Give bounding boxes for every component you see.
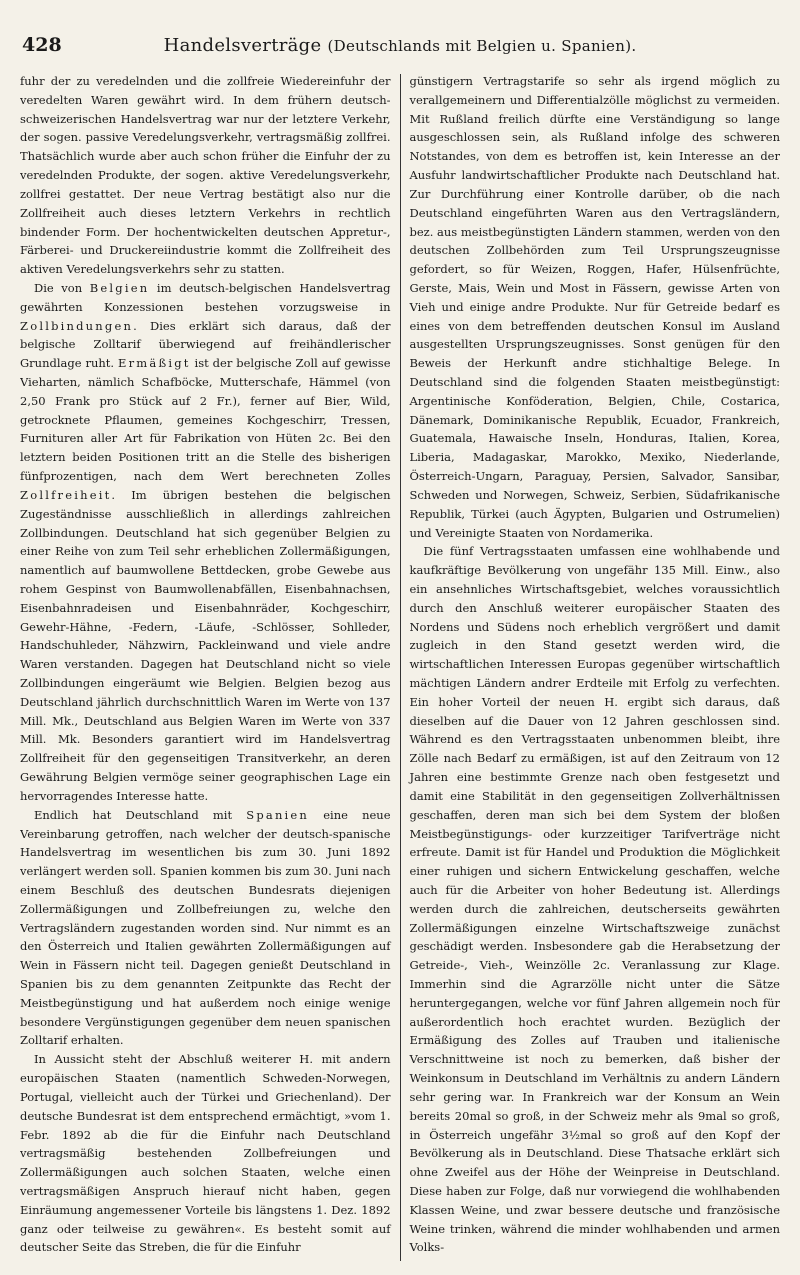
right-column — [400, 72, 780, 1261]
text-run: . Im übrigen bestehen die belgischen Zugeständnisse ausschließlich in allerdings zahlreichen Zollbindungen. Deutschland hat sich gegenüber Belgien zu einer Reihe von zum Teil sehr erheblichen Zollermäßigungen, namentlich auf baumwollene Bettdecken, grobe Gewebe aus rohem Gespinst von Baumwollenabfällen, Eisenbahnachsen, Eisenbahnradeisen und Eisenbahnräder, Kochgeschirr, Gewehr-Hähne, -Federn, -Läufe, -Schlösser, Sohlleder, Handschuhleder, Nähzwirn, Packleinwand und viele andre Waren verstanden. Dagegen hat Deutschland nicht so viele Zollbindungen eingeräumt wie Belgien. Belgien bezog aus Deutschland jährlich durchschnittlich Waren im Werte von 137 Mill. Mk., Deutschland aus Belgien Waren im Werte von 337 Mill. Mk. Besonders garantiert wird im Handelsvertrag Zollfreiheit für den gegenseitigen Transitverkehr, an deren Gewährung Belgien vermöge seiner geographischen Lage ein hervorragendes Interesse hatte. — [20, 487, 391, 803]
text-run: Die von — [34, 280, 90, 295]
text-run: Endlich hat Deutschland mit — [34, 807, 247, 822]
paragraph — [20, 806, 391, 1051]
emphasis-ermaessigt: Ermäßigt — [118, 356, 191, 371]
text-run: ist der belgische Zoll auf gewisse Vieharten, nämlich Schafböcke, Mutterschafe, Hämmel (von 2,50 Frank pro Stück auf 2 Fr.), ferner auf Bier, Wild, getrocknete Pflaumen, gemeines Kochgeschirr, Tressen, Furnituren aller Art für Fabrikation von Hüten 2c. Bei den letztern beiden Positionen tritt an die Stelle des bisherigen fünfprozentigen, nach dem Wert berechneten Zolles — [20, 356, 391, 484]
left-column — [20, 72, 400, 1261]
paragraph: In Aussicht steht der Abschluß weiterer H. mit andern europäischen Staaten (namentlich Schweden-Norwegen, Portugal, vielleicht auch der Türkei und Griechenland). Der deutsche Bundesrat ist dem entsprechend ermächtigt, »vom 1. Febr. 1892 ab die für die Einfuhr nach Deutschland vertragsmäßig bestehenden Zollbefreiungen und Zollermäßigungen auch solchen Staaten, welche einen vertragsmäßigen Anspruch hierauf nicht haben, gegen Einräumung angemessener Vorteile bis längstens 1. Dez. 1892 ganz oder teilweise zu gewähren«. Es besteht somit auf deutscher Seite das Streben, die für die Einfuhr — [20, 1052, 391, 1255]
text-run: . Dies erklärt sich daraus, daß der belgische Zolltarif überwiegend auf freihändlerischer Grundlage ruht. — [20, 318, 391, 371]
page-number: 428 — [22, 34, 62, 56]
paragraph: günstigern Vertragstarife so sehr als irgend möglich zu verallgemeinern und Differentialzölle möglichst zu vermeiden. Mit Rußland freilich dürfte eine Verständigung so lange ausgeschlossen sein, als Rußland infolge des schweren Notstandes, von dem es betroffen ist, kein Interesse an der Ausfuhr landwirtschaftlicher Produkte nach Deutschland hat. Zur Durchführung einer Kontrolle darüber, ob die nach Deutschland eingeführten Waren aus den Vertragsländern, bez. aus meistbegünstigten Ländern stammen, werden von den deutschen Zollbehörden zum Teil Ursprungszeugnisse gefordert, so für Weizen, Roggen, Hafer, Hülsenfrüchte, Gerste, Mais, Wein und Most in Fässern, gewisse Arten von Vieh und einige andre Produkte. Nur für Getreide bedarf es eines von dem betreffenden deutschen Konsul im Ausland ausgestellten Ursprungszeugnisses. Sonst genügen für den Beweis der Herkunft andre stichhaltige Belege. In Deutschland sind die folgenden Staaten meistbegünstigt: Argentinische Konföderation, Belgien, Chile, Costarica, Dänemark, Dominikanische Republik, Ecuador, Frankreich, Guatemala, Hawaische Inseln, Honduras, Italien, Korea, Liberia, Madagaskar, Marokko, Mexiko, Niederlande, Österreich-Ungarn, Paraguay, Persien, Salvador, Sansibar, Schweden und Norwegen, Schweiz, Serbien, Südafrikanische Republik, Türkei (auch Ägypten, Bulgarien und Ostrumelien) und Vereinigte Staaten von Nordamerika. — [409, 74, 780, 540]
paragraph — [20, 279, 391, 806]
emphasis-zollbindungen: Zollbindungen — [20, 318, 134, 333]
running-header — [22, 34, 778, 64]
text-run: eine neue Vereinbarung getroffen, nach welcher der deutsch-spanische Handelsvertrag im wesentlichen bis zum 30. Juni 1892 verlängert werden soll. Spanien kommen bis zum 30. Juni nach einem Beschluß des deutschen Bundesrats diejenigen Zollermäßigungen und Zollbefreiungen zu, welche den Vertragsländern zugestanden worden sind. Nur nimmt es an den Österreich und Italien gewährten Zollermäßigungen auf Wein in Fässern nicht teil. Dagegen genießt Deutschland in Spanien bis zu dem genannten Zeitpunkte das Recht der Meistbegünstigung und hat außerdem noch einige wenige besondere Vergünstigungen gegenüber dem neuen spanischen Zolltarif erhalten. — [20, 807, 391, 1048]
emphasis-belgien: Belgien — [89, 280, 150, 295]
paragraph: fuhr der zu veredelnden und die zollfreie Wiedereinfuhr der veredelten Waren gewährt wird. In dem frühern deutsch-schweizerischen Handelsvertrag war nur der letztere Verkehr, der sogen. passive Veredelungsverkehr, vertragsmäßig zollfrei. Thatsächlich wurde aber auch schon früher die Einfuhr der zu veredelnden Produkte, der sogen. aktive Veredelungsverkehr, zollfrei gestattet. Der neue Vertrag bestätigt also nur die Zollfreiheit auch dieses letztern Verkehrs in rechtlich bindender Form. Der hochentwickelten deutschen Appretur-, Färberei- und Druckereiindustrie kommt die Zollfreiheit des aktiven Veredelungsverkehrs sehr zu statten. — [20, 74, 391, 277]
text-columns — [20, 72, 780, 1261]
header-subtitle: (Deutschlands mit Belgien u. Spanien). — [327, 37, 637, 55]
text-run: im deutsch-belgischen Handelsvertrag gewährten Konzessionen bestehen vorzugsweise in — [20, 280, 391, 314]
header-title: Handelsverträge — [163, 35, 322, 56]
emphasis-zollfreiheit: Zollfreiheit — [20, 487, 112, 502]
emphasis-spanien: Spanien — [246, 807, 310, 822]
running-title — [82, 35, 778, 56]
paragraph: Die fünf Vertragsstaaten umfassen eine wohlhabende und kaufkräftige Bevölkerung von ungefähr 135 Mill. Einw., also ein ansehnliches Wirtschaftsgebiet, welches voraussichtlich durch den Anschluß weiterer europäischer Staaten des Nordens und Südens noch erheblich vergrößert und damit zugleich in den Stand gesetzt werden wird, die wirtschaftlichen Interessen Europas gegenüber wirtschaftlich mächtigen Ländern andrer Erdteile mit Erfolg zu verfechten. Ein hoher Vorteil der neuen H. ergibt sich daraus, daß dieselben auf die Dauer von 12 Jahren geschlossen sind. Während es den Vertragsstaaten unbenommen bleibt, ihre Zölle nach Bedarf zu ermäßigen, ist auf den Zeitraum von 12 Jahren eine bestimmte Grenze nach oben festgesetzt und damit eine Stabilität in den gegenseitigen Zollverhältnissen geschaffen, deren man sich bei dem System der bloßen Meistbegünstigungs- oder kurzzeitiger Tarifverträge nicht erfreute. Damit ist für Handel und Produktion die Möglichkeit einer ruhigen und sichern Entwickelung geschaffen, welche auch für die Arbeiter von hoher Bedeutung ist. Allerdings werden durch die zahlreichen, deutscherseits gewährten Zollermäßigungen einzelne Wirtschaftszweige zunächst geschädigt werden. Insbesondere gab die Herabsetzung der Getreide-, Vieh-, Weinzölle 2c. Veranlassung zur Klage. Immerhin sind die Agrarzölle nicht unter die Sätze heruntergegangen, welche vor fünf Jahren allgemein noch für außerordentlich hoch erachtet wurden. Bezüglich der Ermäßigung des Zolles auf Trauben und italienische Verschnittweine ist noch zu bemerken, daß bisher der Weinkonsum in Deutschland im Verhältnis zu andern Ländern sehr gering war. In Frankreich war der Konsum an Wein bereits 20mal so groß, in der Schweiz mehr als 9mal so groß, in Österreich ungefähr 3½mal so groß auf den Kopf der Bevölkerung als in Deutschland. Diese Thatsache erklärt sich ohne Zweifel aus der Höhe der Weinpreise in Deutschland. Diese haben zur Folge, daß nur vorwiegend die wohlhabenden Klassen Weine, und zwar bessere deutsche und französische Weine trinken, während die minder wohlhabenden und armen Volks- — [409, 544, 780, 1255]
